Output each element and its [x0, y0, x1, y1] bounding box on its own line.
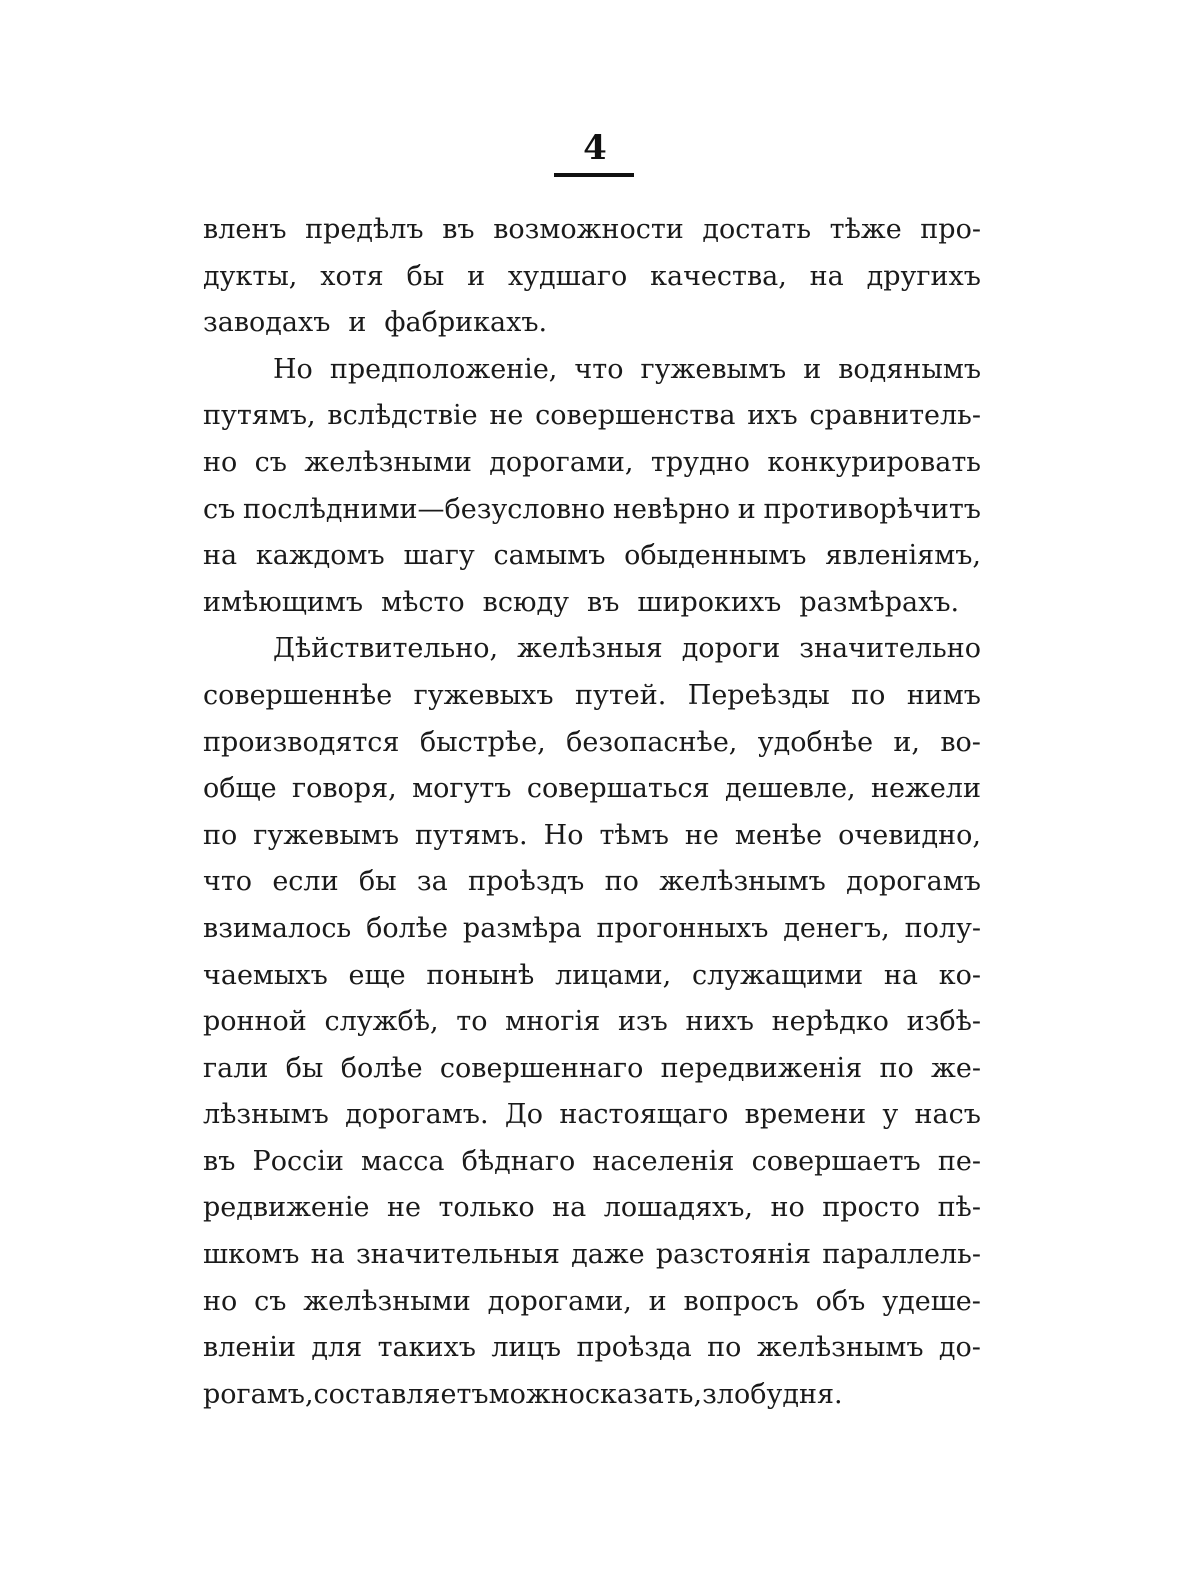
text-line: шкомъ на значительныя даже разстоянія параллель- — [203, 1239, 981, 1271]
text-line: съ послѣдними—безусловно невѣрно и противорѣчитъ — [203, 493, 981, 525]
text-line: лѣзнымъ дорогамъ. До настоящаго времени у насъ — [203, 1099, 981, 1131]
text-line: по гужевымъ путямъ. Но тѣмъ не менѣе очевидно, — [203, 819, 981, 851]
text-line: что если бы за проѣздъ по желѣзнымъ дорогамъ — [203, 866, 981, 898]
text-line: на каждомъ шагу самымъ обыденнымъ явленіямъ, — [203, 540, 981, 572]
text-line: ронной службѣ, то многія изъ нихъ нерѣдко избѣ- — [203, 1006, 981, 1038]
text-line: но съ желѣзными дорогами, трудно конкурировать — [203, 446, 981, 478]
text-line: вленъ предѣлъ въ возможности достать тѣже про- — [203, 214, 981, 245]
text-line: Но предположеніе, что гужевымъ и водянымъ — [273, 353, 981, 385]
text-line: взималось болѣе размѣра прогонныхъ денегъ, полу- — [203, 912, 981, 944]
text-line: но съ желѣзными дорогами, и вопросъ объ удеше- — [203, 1285, 981, 1317]
text-line: Дѣйствительно, желѣзныя дороги значительно — [273, 633, 981, 665]
text-line: производятся быстрѣе, безопаснѣе, удобнѣе и, во- — [203, 726, 981, 758]
body-text — [203, 207, 981, 1418]
text-line: вленіи для такихъ лицъ проѣзда по желѣзнымъ до- — [203, 1332, 981, 1364]
text-line: обще говоря, могутъ совершаться дешевле, нежели — [203, 773, 981, 805]
text-line: путямъ, вслѣдствіе не совершенства ихъ сравнитель- — [203, 400, 981, 432]
text-line: заводахъ и фабрикахъ. — [203, 307, 548, 339]
text-line: въ Россіи масса бѣднаго населенія совершаетъ пе- — [203, 1145, 981, 1177]
text-line: чаемыхъ еще понынѣ лицами, служащими на ко- — [203, 959, 981, 991]
text-line: рогамъ, составляетъ можно сказать, злобу дня. — [203, 1378, 843, 1410]
text-line: редвиженіе не только на лошадяхъ, но просто пѣ- — [203, 1192, 981, 1224]
page-number-rule — [554, 173, 634, 177]
text-line: имѣющимъ мѣсто всюду въ широкихъ размѣрахъ. — [203, 586, 960, 618]
text-line: совершеннѣе гужевыхъ путей. Переѣзды по нимъ — [203, 679, 981, 711]
text-line: гали бы болѣе совершеннаго передвиженія по же- — [203, 1052, 981, 1084]
page-number: 4 — [583, 128, 607, 168]
text-line: дукты, хотя бы и худшаго качества, на другихъ — [203, 260, 981, 292]
